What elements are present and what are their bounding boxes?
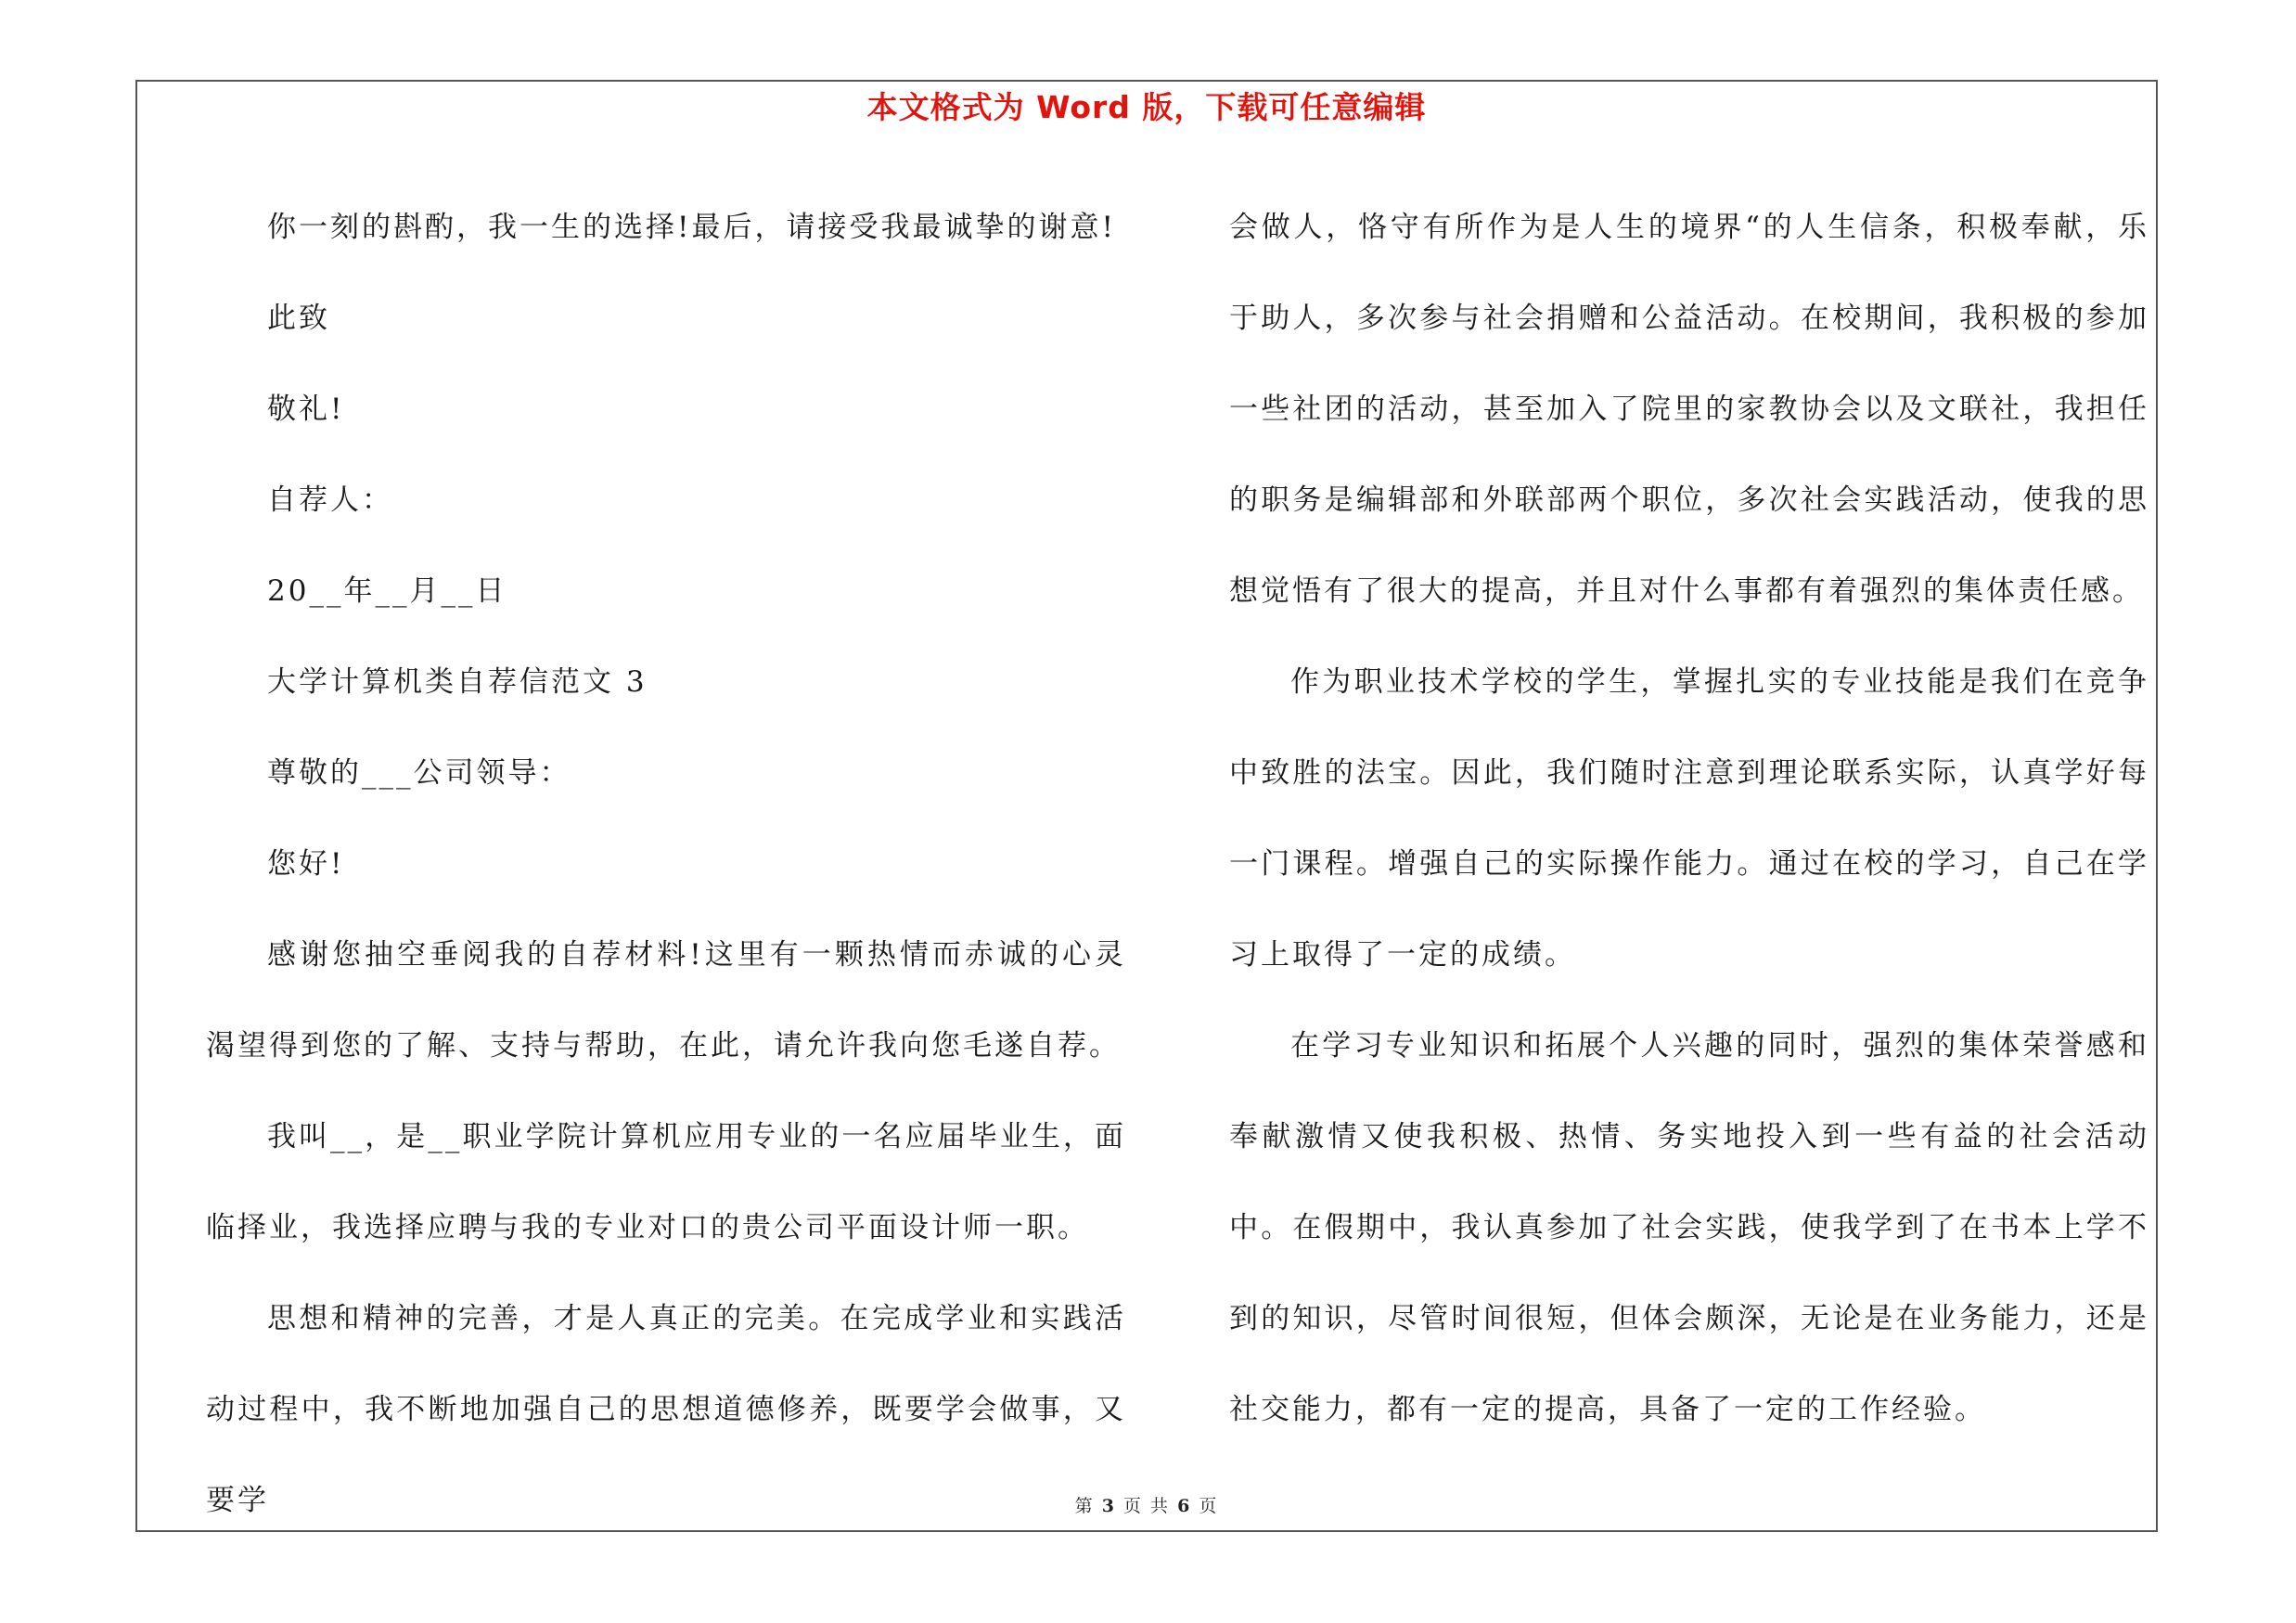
paragraph-skills: 作为职业技术学校的学生，掌握扎实的专业技能是我们在竞争中致胜的法宝。因此，我们随时注意到理论联系实际，认真学好每一门课程。增强自己的实际操作能力。通过在校的学习，自己在学习上取得了一定的成绩。	[1229, 665, 2149, 972]
current-page-number: 3	[1101, 1496, 1116, 1516]
paragraph-salutation: 此致	[267, 302, 330, 335]
paragraph-date: 20__年__月__日	[267, 574, 507, 608]
footer-suffix: 页	[1199, 1496, 1219, 1516]
footer-prefix: 第	[1074, 1496, 1095, 1516]
paragraph-character: 思想和精神的完善，才是人真正的完美。在完成学业和实践活动过程中，我不断地加强自己的思想道德修养，既要学会做事，又要学	[206, 1302, 1126, 1517]
paragraph-social-activity: 在学习专业知识和拓展个人兴趣的同时，强烈的集体荣誉感和奉献激情又使我积极、热情、务实地投入到一些有益的社会活动中。在假期中，我认真参加了社会实践，使我学到了在书本上学不到的知识，尽管时间很短，但体会颇深，无论是在业务能力，还是社交能力，都有一定的提高，具备了一定的工作经验。	[1229, 1029, 2149, 1426]
paragraph-closing-thanks: 你一刻的斟酌，我一生的选择!最后，请接受我最诚挚的谢意!	[267, 211, 1116, 244]
page-number-footer	[135, 1492, 2158, 1517]
paragraph-addressee: 尊敬的___公司领导：	[267, 756, 571, 790]
right-text-column	[1229, 182, 2149, 1455]
total-page-count: 6	[1177, 1496, 1192, 1516]
paragraph-regards: 敬礼!	[267, 393, 345, 426]
paragraph-self-intro: 我叫__，是__职业学院计算机应用专业的一名应届毕业生，面临择业，我选择应聘与我的专业对口的贵公司平面设计师一职。	[206, 1120, 1126, 1244]
word-format-banner: 本文格式为 Word 版，下载可任意编辑	[866, 89, 1427, 125]
paragraph-greeting: 您好!	[267, 847, 345, 881]
section-heading: 大学计算机类自荐信范文 3	[267, 665, 648, 699]
paragraph-signer: 自荐人：	[267, 483, 393, 517]
paragraph-character-continued: 会做人，恪守有所作为是人生的境界“的人生信条，积极奉献，乐于助人，多次参与社会捐赠和公益活动。在校期间，我积极的参加一些社团的活动，甚至加入了院里的家教协会以及文联社，我担任的职务是编辑部和外联部两个职位，多次社会实践活动，使我的思想觉悟有了很大的提高，并且对什么事都有着强烈的集体责任感。	[1229, 211, 2149, 608]
paragraph-intro: 感谢您抽空垂阅我的自荐材料!这里有一颗热情而赤诚的心灵渴望得到您的了解、支持与帮助，在此，请允许我向您毛遂自荐。	[206, 938, 1126, 1063]
left-text-column	[206, 182, 1126, 1546]
footer-middle: 页 共	[1122, 1496, 1171, 1516]
